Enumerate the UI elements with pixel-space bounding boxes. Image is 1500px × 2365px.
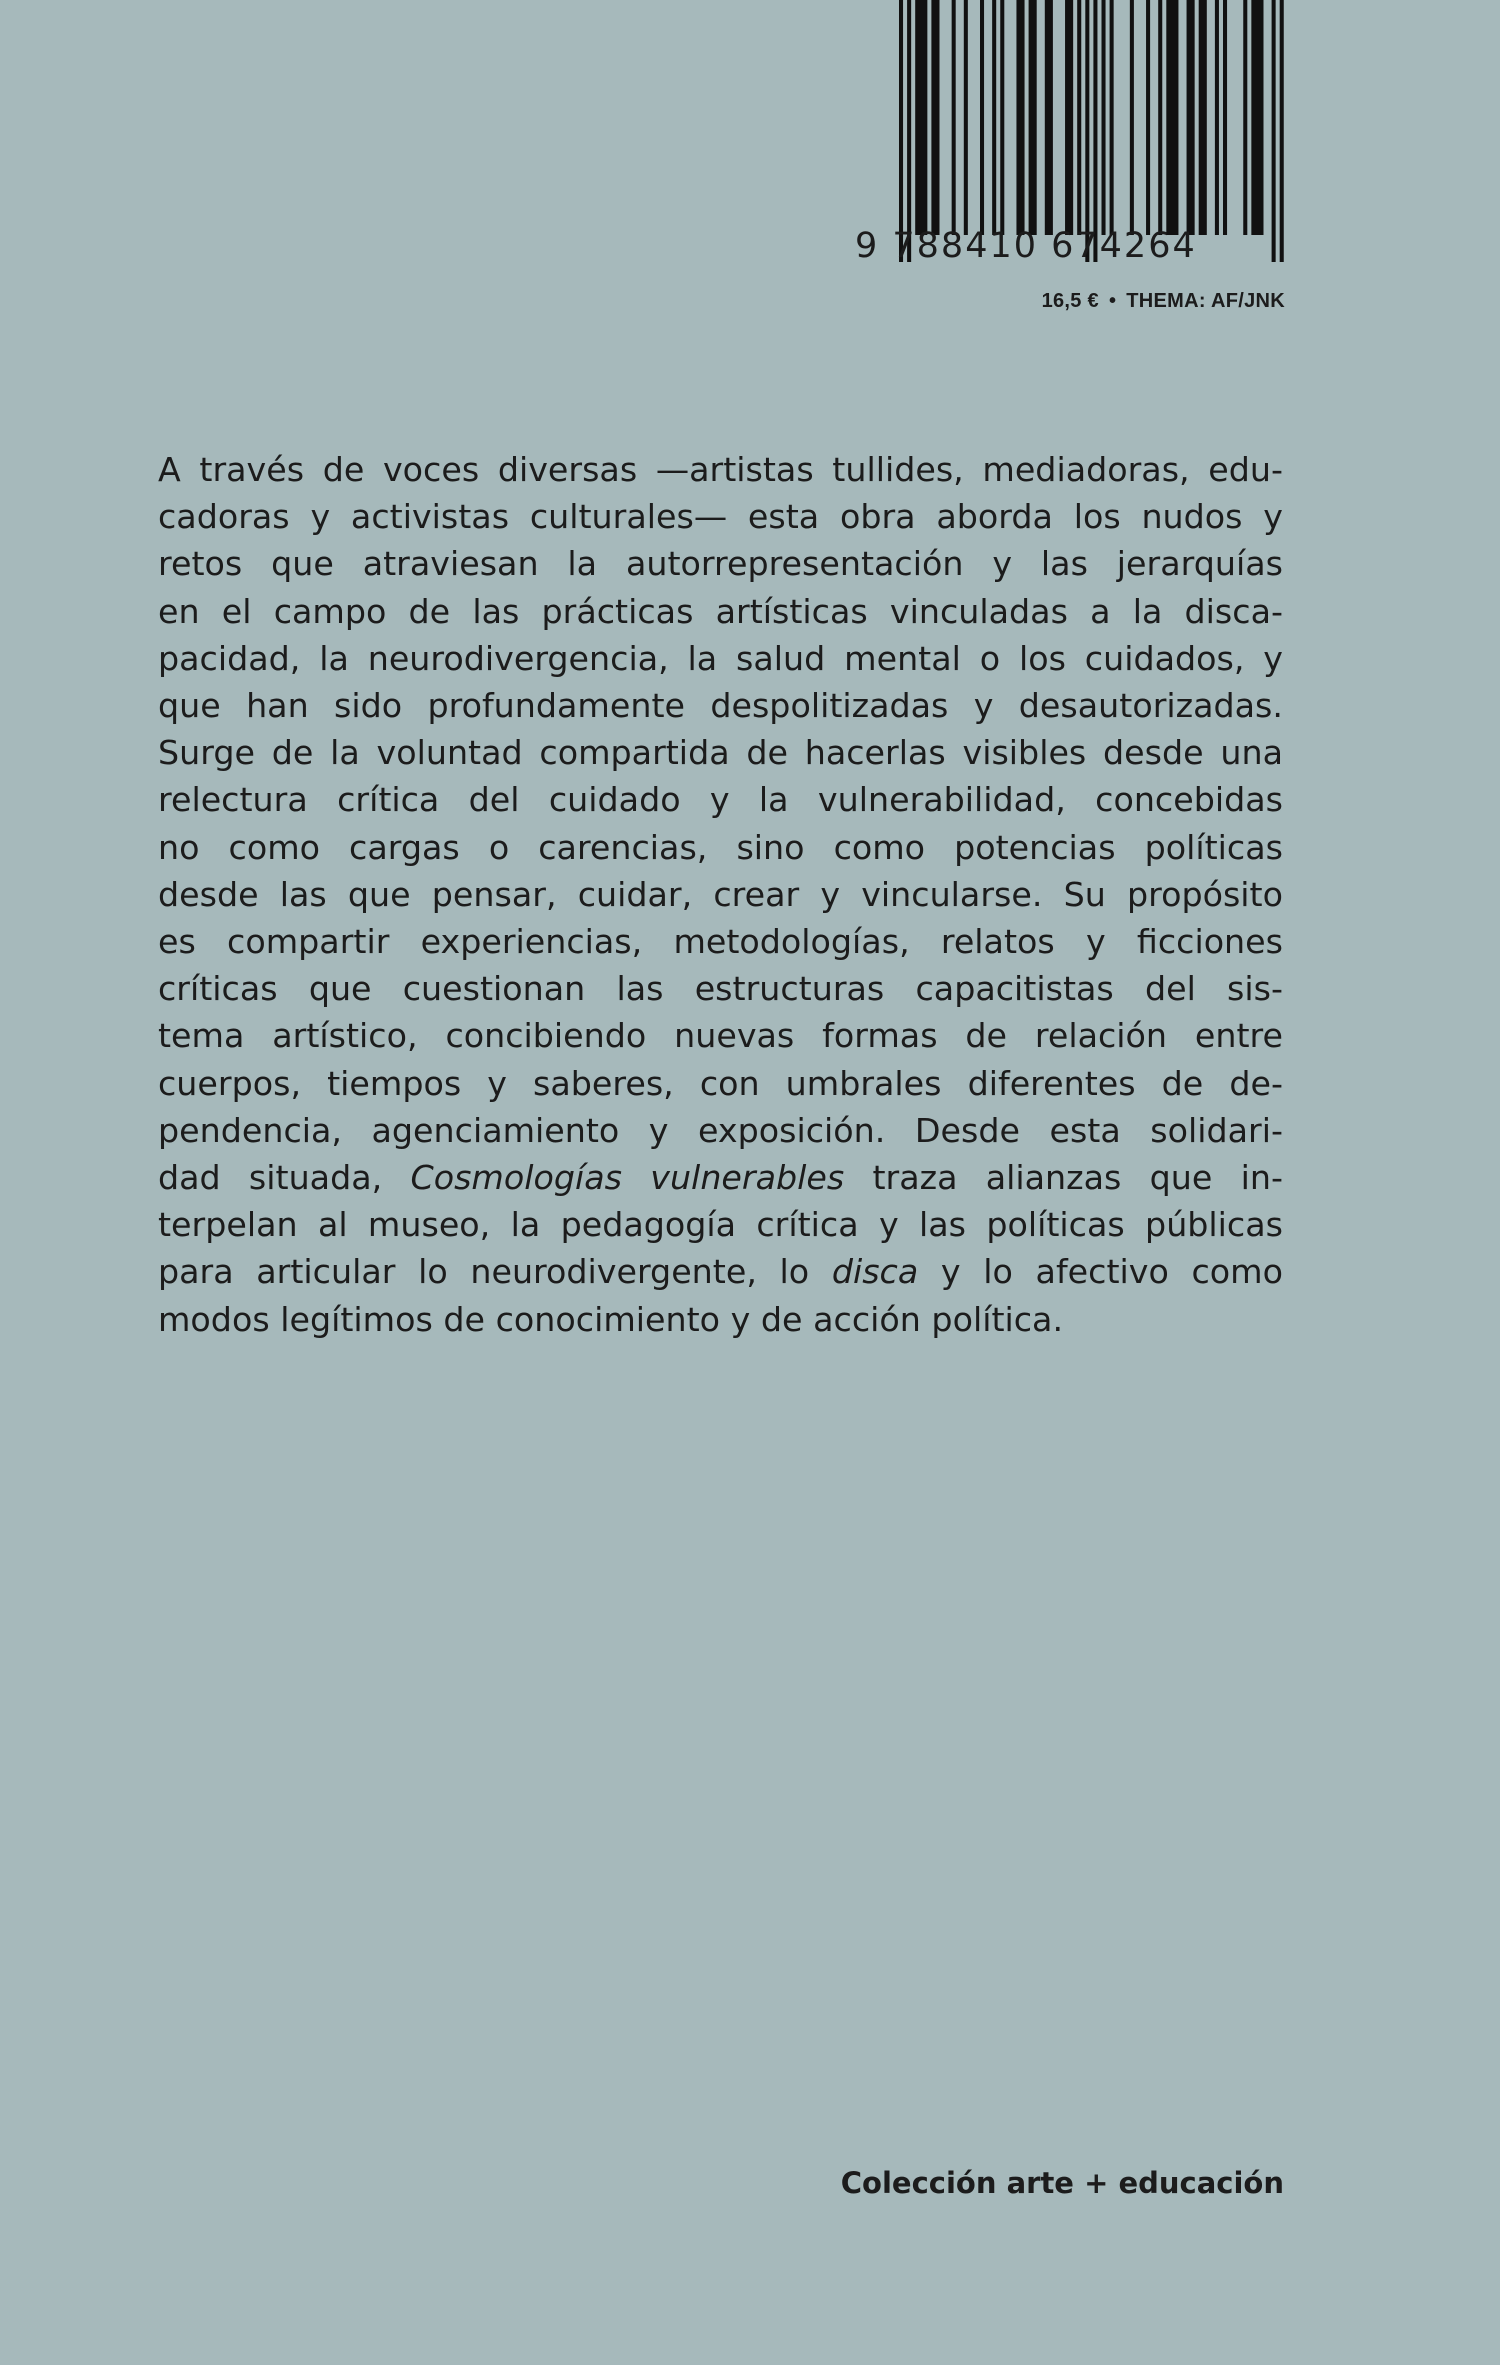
blurb-line: Surge de la voluntad compartida de hacerlas visibles desde una xyxy=(158,733,1283,773)
barcode-bar xyxy=(1158,0,1162,235)
barcode-bar xyxy=(1110,0,1114,235)
blurb-line: cuerpos, tiempos y saberes, con umbrales diferentes de de- xyxy=(158,1063,1283,1103)
barcode-bar xyxy=(899,0,903,262)
blurb-line: cadoras y activistas culturales— esta obra aborda los nudos y xyxy=(158,497,1283,537)
price: 16,5 € xyxy=(1041,290,1099,312)
barcode-bar xyxy=(1016,0,1024,235)
blurb-line: no como cargas o carencias, sino como potencias políticas xyxy=(158,827,1283,867)
back-cover-blurb xyxy=(158,446,1283,1343)
blurb-line: terpelan al museo, la pedagogía crítica y las políticas públicas xyxy=(158,1205,1283,1245)
blurb-line: tema artístico, concibiendo nuevas formas de relación entre xyxy=(158,1016,1283,1056)
blurb-line: relectura crítica del cuidado y la vulnerabilidad, concebidas xyxy=(158,780,1283,820)
barcode-bar xyxy=(1187,0,1195,235)
barcode-bar xyxy=(1102,0,1106,235)
barcode-bar xyxy=(1280,0,1284,262)
barcode-bar xyxy=(980,0,984,235)
bullet-separator: • xyxy=(1108,290,1117,312)
barcode-bar xyxy=(1223,0,1227,235)
barcode-bar xyxy=(1243,0,1247,235)
blurb-line: en el campo de las prácticas artísticas vinculadas a la disca- xyxy=(158,591,1283,631)
blurb-line xyxy=(158,1154,1283,1201)
barcode-bar xyxy=(1272,0,1276,262)
barcode-bar xyxy=(1085,0,1089,262)
blurb-text: y lo afectivo como xyxy=(918,1252,1283,1292)
barcode-bar xyxy=(1065,0,1073,235)
blurb-line: pendencia, agenciamiento y exposición. Desde esta solidari- xyxy=(158,1110,1283,1150)
blurb-text: dad situada, xyxy=(158,1158,411,1198)
barcode-bar xyxy=(1093,0,1097,262)
blurb-line: A través de voces diversas —artistas tullides, mediadoras, edu- xyxy=(158,450,1283,489)
barcode-bars xyxy=(855,0,1290,262)
barcode-bar xyxy=(1146,0,1150,235)
barcode-bar xyxy=(1130,0,1134,235)
barcode-bar xyxy=(1077,0,1081,235)
book-title-italic: Cosmologías vulnerables xyxy=(410,1158,845,1198)
barcode-bar xyxy=(1199,0,1207,235)
blurb-line: modos legítimos de conocimiento y de acción política. xyxy=(158,1299,1064,1339)
blurb-line: pacidad, la neurodivergencia, la salud mental o los cuidados, y xyxy=(158,638,1283,678)
barcode-bar xyxy=(992,0,996,235)
barcode-bar xyxy=(952,0,956,235)
barcode-bar xyxy=(915,0,927,235)
barcode-bar xyxy=(931,0,939,235)
barcode-bar xyxy=(1166,0,1178,235)
blurb-text: traza alianzas que in- xyxy=(844,1158,1283,1198)
barcode-bar xyxy=(1000,0,1004,235)
isbn-barcode xyxy=(855,0,1290,320)
blurb-line: que han sido profundamente despolitizadas y desautorizadas. xyxy=(158,686,1283,726)
blurb-line: retos que atraviesan la autorrepresentación y las jerarquías xyxy=(158,544,1283,584)
barcode-bar xyxy=(1029,0,1037,235)
thema-code: THEMA: AF/JNK xyxy=(1126,290,1285,312)
blurb-line: es compartir experiencias, metodologías, relatos y ficciones xyxy=(158,922,1283,962)
disca-italic: disca xyxy=(831,1252,919,1292)
blurb-text: para articular lo neurodivergente, lo xyxy=(158,1252,832,1292)
barcode-bar xyxy=(907,0,911,262)
barcode-bar xyxy=(1251,0,1263,235)
blurb-line xyxy=(158,1248,1283,1295)
price-and-thema xyxy=(1042,290,1285,313)
barcode-bar xyxy=(1045,0,1053,235)
collection-label: Colección arte + educación xyxy=(840,2166,1284,2200)
barcode-bar xyxy=(964,0,968,235)
isbn-number: 9 788410 674264 xyxy=(855,226,1197,266)
barcode-bar xyxy=(1215,0,1219,235)
blurb-line: críticas que cuestionan las estructuras capacitistas del sis- xyxy=(158,969,1283,1009)
blurb-line: desde las que pensar, cuidar, crear y vincularse. Su propósito xyxy=(158,874,1283,914)
